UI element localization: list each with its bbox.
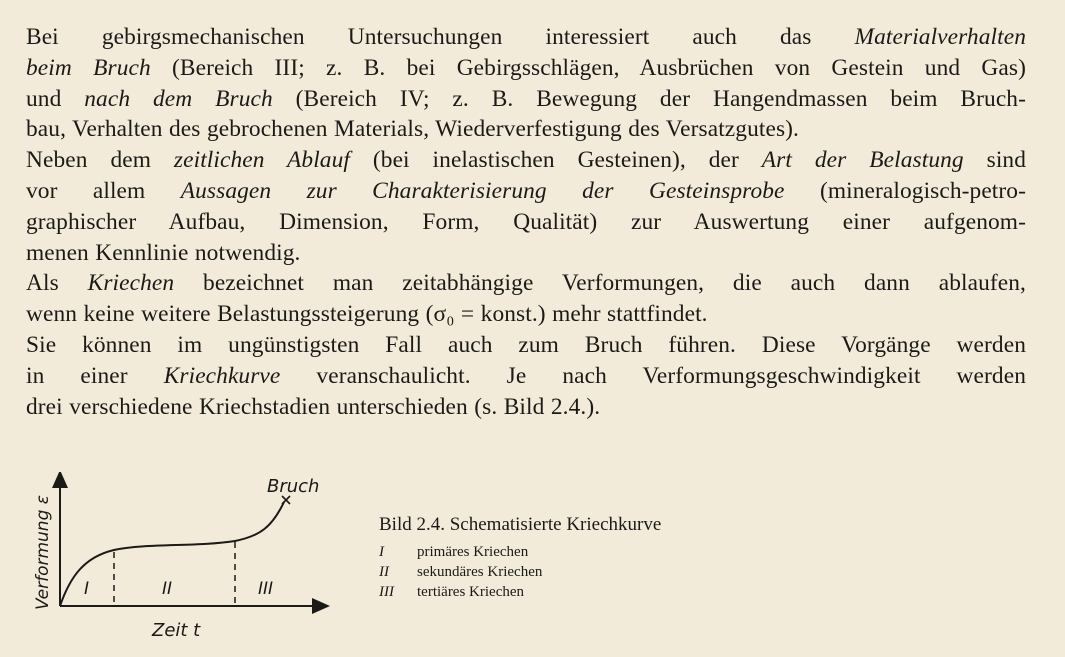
text-segment: bezeichnet man zeitabhängige Verformungen, die auch dann ablaufen, (174, 270, 1027, 297)
text-segment: Bei gebirgsmechanischen Untersuchungen interessiert auch das (26, 24, 855, 50)
text-line (26, 176, 1026, 207)
text-line (26, 392, 1026, 423)
text-segment: (mineralogisch-petro- (784, 177, 1026, 204)
text-line (26, 330, 1026, 361)
text-segment: drei verschiedene Kriechstadien unterschieden (s. Bild 2.4.). (26, 393, 601, 420)
text-line (26, 53, 1026, 84)
region-label-secondary: II (162, 579, 173, 599)
text-segment: (bei inelastischen Gesteinen), der (350, 147, 762, 174)
text-segment: in einer (26, 362, 164, 389)
paragraph (26, 22, 1026, 145)
emphasized-term: Aussagen zur Charakterisierung der Gesteinsprobe (180, 177, 785, 204)
legend-key: III (379, 584, 394, 600)
creep-curve-diagram (22, 472, 342, 652)
legend-label: tertiäres Kriechen (417, 584, 525, 600)
emphasized-term: beim Bruch (26, 54, 151, 81)
region-label-primary: I (84, 579, 90, 599)
emphasized-term: zeitlichen Ablauf (173, 147, 350, 174)
text-line (26, 268, 1026, 299)
text-line (26, 84, 1026, 115)
legend-row (379, 582, 979, 602)
text-line (26, 238, 1026, 269)
text-line (26, 299, 1026, 330)
text-segment: Sie können im ungünstigsten Fall auch zum Bruch führen. Diese Vorgänge werden (26, 331, 1026, 358)
figure-caption (379, 512, 979, 602)
emphasized-term: Materialverhalten (854, 24, 1026, 50)
region-label-tertiary: III (258, 579, 274, 599)
legend-key: I (379, 544, 384, 560)
text-segment: menen Kennlinie notwendig. (26, 239, 301, 266)
text-segment: veranschaulicht. Je nach Verformungsgeschwindigkeit werden (280, 362, 1026, 389)
emphasized-term: Kriechen (87, 270, 175, 297)
break-label: Bruch (267, 476, 320, 497)
text-segment: Als (26, 270, 88, 297)
text-segment: sind (963, 147, 1027, 174)
x-axis-label: Zeit t (152, 620, 201, 641)
legend-label: sekundäres Kriechen (417, 564, 543, 580)
text-line (26, 207, 1026, 238)
paragraph (26, 330, 1026, 422)
text-segment: graphischer Aufbau, Dimension, Form, Qualität) zur Auswertung einer aufgenom- (26, 208, 1026, 235)
break-point-marker (282, 496, 290, 504)
body-text (26, 22, 1026, 422)
emphasized-term: Art der Belastung (761, 147, 964, 174)
legend-row (379, 562, 979, 582)
y-axis-label: Verformung ε (33, 495, 53, 610)
text-segment: (Bereich IV; z. B. Bewegung der Hangendmassen beim Bruch- (272, 85, 1026, 112)
text-segment: (Bereich III; z. B. bei Gebirgsschlägen, Ausbrüchen von Gestein und Gas) (150, 54, 1026, 81)
text-segment: wenn keine weitere Belastungssteigerung (σ₀ = konst.) mehr stattfindet. (26, 301, 708, 328)
legend-label: primäres Kriechen (417, 544, 529, 560)
emphasized-term: Kriechkurve (163, 362, 281, 389)
creep-curve-figure (22, 472, 342, 652)
paragraph (26, 268, 1026, 330)
text-line (26, 22, 1026, 53)
legend-key: II (379, 564, 389, 580)
text-segment: Neben dem (26, 147, 174, 174)
caption-title: Bild 2.4. Schematisierte Kriechkurve (379, 514, 662, 535)
text-segment: vor allem (26, 177, 181, 204)
text-line (26, 361, 1026, 392)
text-segment: und (26, 85, 85, 112)
text-segment: bau, Verhalten des gebrochenen Materials, Wiederverfestigung des Versatzgutes). (26, 116, 799, 143)
emphasized-term: nach dem Bruch (84, 85, 273, 112)
legend-row (379, 542, 979, 562)
paragraph (26, 145, 1026, 268)
text-line (26, 145, 1026, 176)
text-line (26, 114, 1026, 145)
